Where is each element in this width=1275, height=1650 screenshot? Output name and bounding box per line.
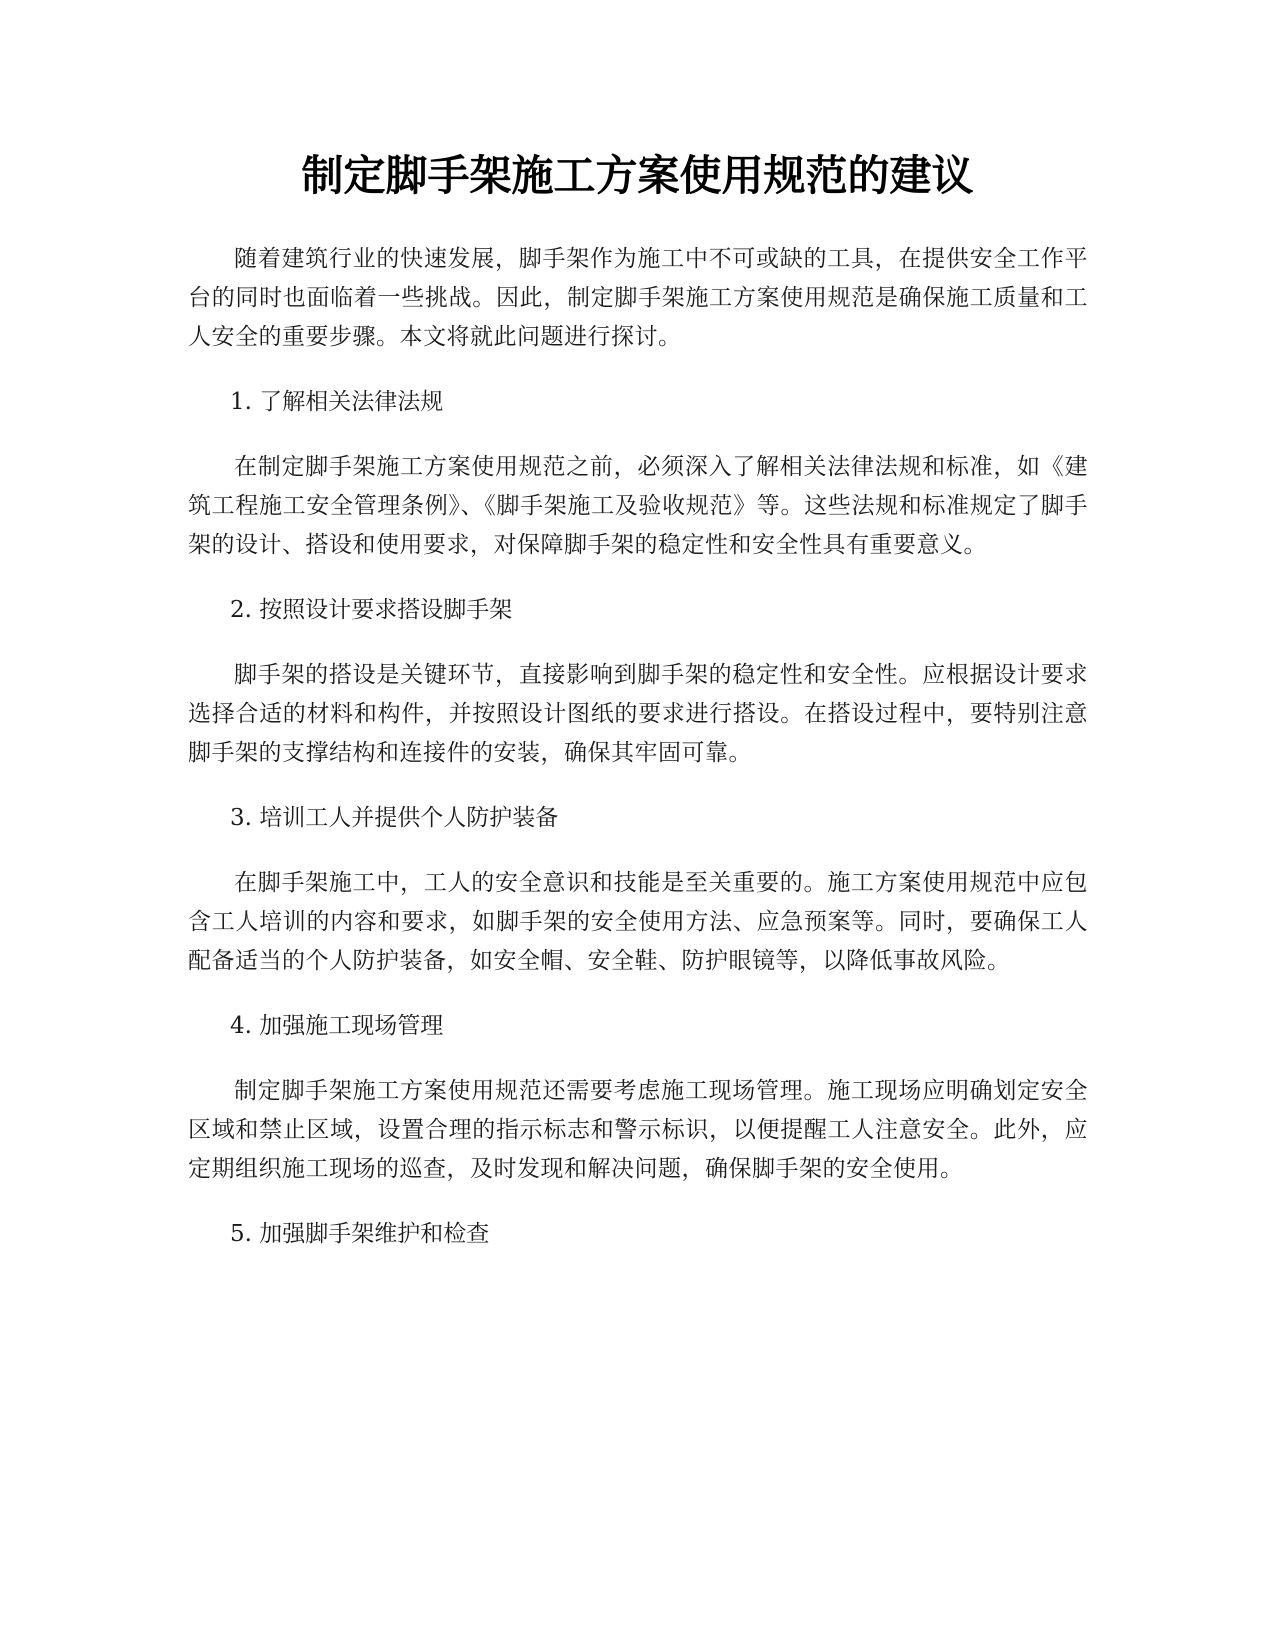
document-body xyxy=(188,240,1088,1280)
section-heading-2: 2. 按照设计要求搭设脚手架 xyxy=(230,597,513,623)
document-title: 制定脚手架施工方案使用规范的建议 xyxy=(301,151,974,200)
section-body-1: 在制定脚手架施工方案使用规范之前，必须深入了解相关法律法规和标准，如《建筑工程施工安全管理条例》、《脚手架施工及验收规范》等。这些法规和标准规定了脚手架的设计、搭设和使用要求，对保障脚手架的稳定性和安全性具有重要意义。 xyxy=(188,454,1088,558)
section-heading-4: 4. 加强施工现场管理 xyxy=(230,1013,444,1039)
section-heading-5: 5. 加强脚手架维护和检查 xyxy=(230,1221,490,1247)
section-body-3: 在脚手架施工中，工人的安全意识和技能是至关重要的。施工方案使用规范中应包含工人培训的内容和要求，如脚手架的安全使用方法、应急预案等。同时，要确保工人配备适当的个人防护装备，如安全帽、安全鞋、防护眼镜等，以降低事故风险。 xyxy=(188,870,1088,974)
section-heading-3: 3. 培训工人并提供个人防护装备 xyxy=(230,805,559,831)
section-body-2: 脚手架的搭设是关键环节，直接影响到脚手架的稳定性和安全性。应根据设计要求选择合适的材料和构件，并按照设计图纸的要求进行搭设。在搭设过程中，要特别注意脚手架的支撑结构和连接件的安装，确保其牢固可靠。 xyxy=(188,662,1088,766)
section-heading-1: 1. 了解相关法律法规 xyxy=(230,389,444,415)
intro-paragraph: 随着建筑行业的快速发展，脚手架作为施工中不可或缺的工具，在提供安全工作平台的同时也面临着一些挑战。因此，制定脚手架施工方案使用规范是确保施工质量和工人安全的重要步骤。本文将就此问题进行探讨。 xyxy=(188,246,1088,350)
section-body-4: 制定脚手架施工方案使用规范还需要考虑施工现场管理。施工现场应明确划定安全区域和禁止区域，设置合理的指示标志和警示标识，以便提醒工人注意安全。此外，应定期组织施工现场的巡查，及时发现和解决问题，确保脚手架的安全使用。 xyxy=(188,1078,1088,1182)
